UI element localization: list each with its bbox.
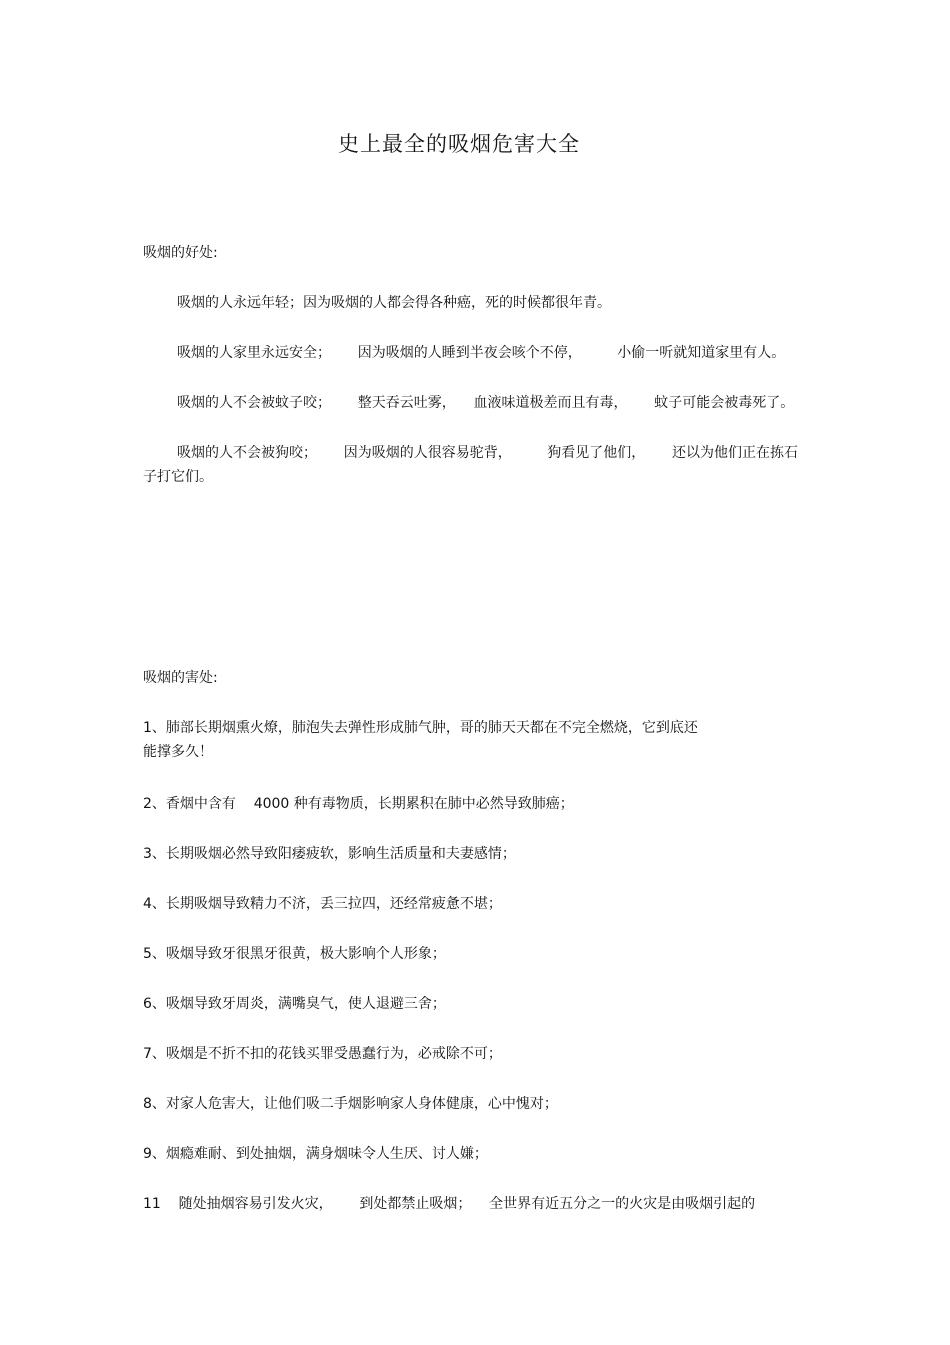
harm-item: 11 随处抽烟容易引发火灾， 到处都禁止吸烟； 全世界有近五分之一的火灾是由吸烟引起的 bbox=[143, 1196, 756, 1212]
harm-item: 8、对家人危害大，让他们吸二手烟影响家人身体健康，心中愧对； bbox=[143, 1096, 558, 1112]
benefit-paragraph-continuation: 子打它们。 bbox=[143, 469, 213, 485]
harm-item: 4、长期吸烟导致精力不济，丢三拉四，还经常疲惫不堪； bbox=[143, 896, 502, 912]
harm-item: 7、吸烟是不折不扣的花钱买罪受愚蠢行为，必戒除不可； bbox=[143, 1046, 502, 1062]
benefit-paragraph: 吸烟的人不会被狗咬； 因为吸烟的人很容易驼背， 狗看见了他们， 还以为他们正在拣石 bbox=[177, 445, 799, 461]
harm-item: 6、吸烟导致牙周炎，满嘴臭气，使人退避三舍； bbox=[143, 996, 446, 1012]
harm-item-continuation: 能撑多久！ bbox=[143, 744, 213, 760]
benefit-paragraph: 吸烟的人家里永远安全； 因为吸烟的人睡到半夜会咳个不停， 小偷一听就知道家里有人。 bbox=[177, 345, 786, 361]
benefits-heading: 吸烟的好处: bbox=[143, 245, 218, 261]
benefit-paragraph: 吸烟的人永远年轻；因为吸烟的人都会得各种癌，死的时候都很年青。 bbox=[177, 295, 611, 311]
harm-item: 1、肺部长期烟熏火燎，肺泡失去弹性形成肺气肿，哥的肺天天都在不完全燃烧，它到底还 bbox=[143, 720, 698, 736]
harm-item: 3、长期吸烟必然导致阳痿疲软，影响生活质量和夫妻感情； bbox=[143, 846, 516, 862]
benefit-paragraph: 吸烟的人不会被蚊子咬； 整天吞云吐雾， 血液味道极差而且有毒， 蚊子可能会被毒死了。 bbox=[177, 395, 795, 411]
harm-item: 2、香烟中含有 4000 种有毒物质，长期累积在肺中必然导致肺癌； bbox=[143, 796, 574, 812]
harm-item: 9、烟瘾难耐、到处抽烟，满身烟味令人生厌、讨人嫌； bbox=[143, 1146, 488, 1162]
harms-heading: 吸烟的害处: bbox=[143, 670, 218, 686]
page-title: 史上最全的吸烟危害大全 bbox=[338, 132, 580, 156]
harm-item: 5、吸烟导致牙很黑牙很黄，极大影响个人形象； bbox=[143, 946, 446, 962]
